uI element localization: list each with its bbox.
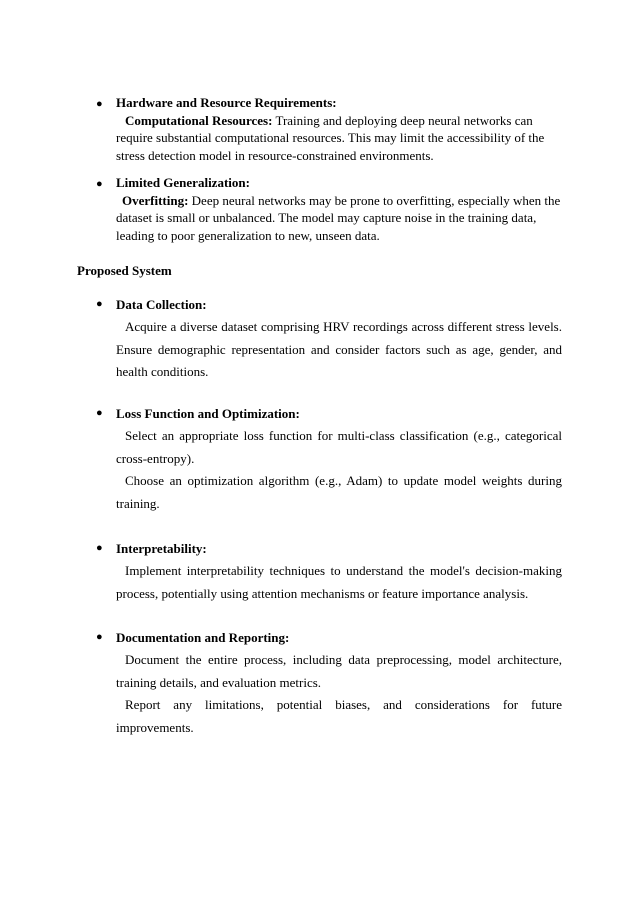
bullet-heading: Data Collection: [116, 297, 207, 312]
bullet-item-interpretability [96, 538, 562, 605]
bullet-item-hardware-requirements [96, 94, 562, 164]
paragraph-text: Training and deploying deep neural networks can require substantial computational resources. This may limit the accessibility of the stress detection model in resource-constrained environments. [116, 112, 545, 163]
bullet-paragraph: Acquire a diverse dataset comprising HRV recordings across different stress levels. Ensure demographic representation and consider factors such as age, gender, and health conditions. [116, 319, 562, 379]
bullet-heading: Loss Function and Optimization: [116, 406, 300, 421]
bullet-icon: ● [96, 631, 103, 643]
section-title: Proposed System [77, 263, 172, 278]
bullet-heading: Limited Generalization: [116, 175, 250, 190]
bullet-paragraph: Implement interpretability techniques to understand the model's decision-making process, potentially using attention mechanisms or feature importance analysis. [116, 563, 562, 601]
bullet-heading: Interpretability: [116, 541, 207, 556]
bullet-paragraph [116, 112, 562, 165]
bullet-paragraph: Report any limitations, potential biases, and considerations for future improvements. [116, 697, 562, 735]
bullet-item-limited-generalization [96, 174, 562, 244]
bullet-heading: Documentation and Reporting: [116, 630, 290, 645]
bullet-icon: ● [96, 407, 103, 419]
bullet-item-documentation [96, 627, 562, 739]
bullet-icon: ● [96, 298, 103, 310]
bullet-heading: Hardware and Resource Requirements: [116, 95, 337, 110]
bullet-icon: ● [96, 542, 103, 554]
sub-label: Overfitting: [122, 192, 189, 208]
sub-label: Computational Resources: [125, 112, 273, 128]
bullet-paragraph: Choose an optimization algorithm (e.g., Adam) to update model weights during training. [116, 473, 562, 511]
paragraph-text: Deep neural networks may be prone to overfitting, especially when the dataset is small or unbalanced. The model may capture noise in the training data, leading to poor generalization to new, unseen data. [116, 192, 561, 243]
bullet-paragraph: Select an appropriate loss function for multi-class classification (e.g., categorical cross-entropy). [116, 428, 562, 466]
bullet-paragraph [116, 192, 562, 245]
bullet-item-data-collection [96, 294, 562, 384]
bullet-icon: ● [96, 178, 103, 190]
bullet-item-loss-function [96, 403, 562, 515]
bullet-icon: ● [96, 98, 103, 110]
bullet-paragraph: Document the entire process, including data preprocessing, model architecture, training details, and evaluation metrics. [116, 652, 562, 690]
